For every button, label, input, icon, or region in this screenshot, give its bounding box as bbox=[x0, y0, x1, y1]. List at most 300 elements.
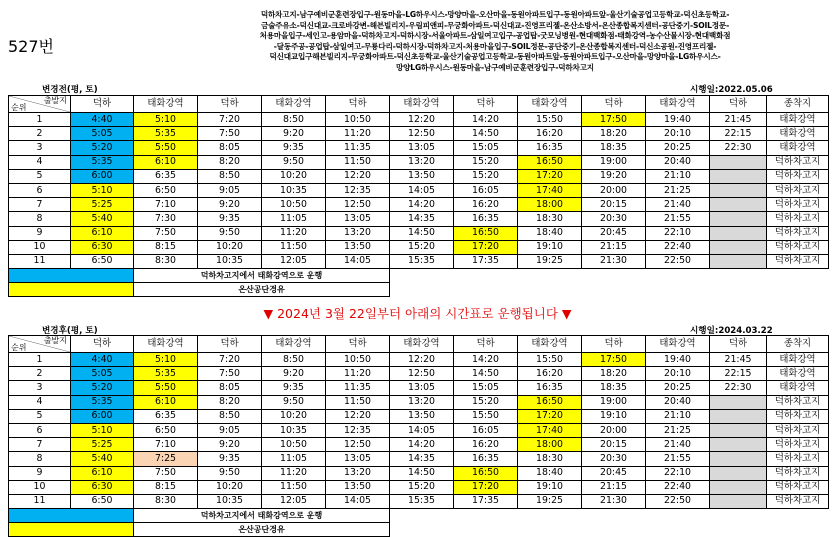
legend-row bbox=[9, 283, 829, 297]
column-header: 태화강역 bbox=[646, 336, 710, 353]
table-row bbox=[9, 395, 829, 409]
route-path-line: 처용마을입구-세인고-용암마을-덕하차고지-덕하시장-서울아파트-삼일여고입구-공업탑-굿모닝병원-현대백화점-태화강역-농수산물시장-현대백화점 bbox=[259, 31, 731, 41]
time-cell: 17:40 bbox=[518, 423, 582, 437]
route-path-line: 덕하차고지-남구예비군훈련장입구-원동마을-LG하우시스-망양마을-오산마을-동원아파트입구-동원아파트앞-울산기술공업고등학교-덕신초등학교- bbox=[260, 10, 730, 19]
legend-depot-to-station: 덕하차고지에서 태화강역으로 운행 bbox=[134, 509, 390, 523]
destination-cell: 덕하차고지 bbox=[767, 226, 829, 240]
row-number: 9 bbox=[9, 466, 71, 480]
table-row bbox=[9, 409, 829, 423]
time-cell: 14:35 bbox=[390, 212, 454, 226]
destination-cell: 덕하차고지 bbox=[767, 395, 829, 409]
column-header: 태화강역 bbox=[390, 336, 454, 353]
destination-cell: 덕하차고지 bbox=[767, 438, 829, 452]
table-row bbox=[9, 494, 829, 508]
time-cell: 20:10 bbox=[646, 367, 710, 381]
table-row bbox=[9, 438, 829, 452]
destination-cell: 태화강역 bbox=[767, 381, 829, 395]
time-cell: 17:20 bbox=[518, 409, 582, 423]
time-cell: 8:15 bbox=[134, 240, 198, 254]
time-cell: 8:20 bbox=[198, 395, 262, 409]
time-cell: 20:40 bbox=[646, 155, 710, 169]
time-cell: 18:30 bbox=[518, 212, 582, 226]
time-cell: 6:10 bbox=[134, 155, 198, 169]
header-corner bbox=[9, 96, 71, 113]
time-cell: 22:30 bbox=[710, 141, 767, 155]
time-cell: 6:00 bbox=[71, 409, 134, 423]
table-row bbox=[9, 480, 829, 494]
column-header: 덕하 bbox=[326, 96, 390, 113]
time-cell: 22:40 bbox=[646, 240, 710, 254]
column-header: 덕하 bbox=[198, 96, 262, 113]
destination-cell: 태화강역 bbox=[767, 141, 829, 155]
time-cell: 13:50 bbox=[390, 409, 454, 423]
time-cell: 13:05 bbox=[326, 452, 390, 466]
time-cell: 14:35 bbox=[390, 452, 454, 466]
column-header: 덕하 bbox=[326, 336, 390, 353]
time-cell: 15:35 bbox=[390, 494, 454, 508]
time-cell bbox=[710, 212, 767, 226]
time-cell: 17:20 bbox=[454, 480, 518, 494]
time-cell: 8:15 bbox=[134, 480, 198, 494]
legend-row bbox=[9, 269, 829, 283]
time-cell: 21:15 bbox=[582, 480, 646, 494]
time-cell: 8:50 bbox=[262, 113, 326, 127]
time-cell: 12:35 bbox=[326, 423, 390, 437]
time-cell: 16:20 bbox=[518, 127, 582, 141]
time-cell: 14:20 bbox=[454, 113, 518, 127]
table-row bbox=[9, 141, 829, 155]
destination-cell: 덕하차고지 bbox=[767, 183, 829, 197]
time-cell: 22:50 bbox=[646, 254, 710, 268]
table-row bbox=[9, 198, 829, 212]
time-cell: 15:50 bbox=[518, 353, 582, 367]
time-cell: 17:35 bbox=[454, 494, 518, 508]
time-cell bbox=[710, 452, 767, 466]
destination-cell: 태화강역 bbox=[767, 127, 829, 141]
time-cell: 12:50 bbox=[390, 367, 454, 381]
time-cell: 17:20 bbox=[518, 169, 582, 183]
time-cell: 22:30 bbox=[710, 381, 767, 395]
legend-blank bbox=[390, 269, 829, 283]
time-cell bbox=[710, 423, 767, 437]
time-cell: 9:50 bbox=[198, 466, 262, 480]
header-row bbox=[9, 96, 829, 113]
time-cell: 18:35 bbox=[582, 141, 646, 155]
time-cell: 5:40 bbox=[71, 212, 134, 226]
column-header: 덕하 bbox=[454, 96, 518, 113]
time-cell: 15:20 bbox=[390, 240, 454, 254]
row-number: 7 bbox=[9, 438, 71, 452]
time-cell: 6:10 bbox=[134, 395, 198, 409]
row-number: 6 bbox=[9, 183, 71, 197]
time-cell: 5:35 bbox=[71, 155, 134, 169]
time-cell: 21:55 bbox=[646, 212, 710, 226]
row-number: 8 bbox=[9, 212, 71, 226]
time-cell: 15:20 bbox=[454, 169, 518, 183]
time-cell: 16:35 bbox=[518, 141, 582, 155]
time-cell: 7:30 bbox=[134, 212, 198, 226]
destination-cell: 덕하차고지 bbox=[767, 480, 829, 494]
table-row bbox=[9, 155, 829, 169]
destination-cell: 태화강역 bbox=[767, 367, 829, 381]
time-cell: 5:10 bbox=[71, 423, 134, 437]
row-number: 11 bbox=[9, 494, 71, 508]
table-row bbox=[9, 127, 829, 141]
time-cell: 5:50 bbox=[134, 141, 198, 155]
time-cell: 21:10 bbox=[646, 169, 710, 183]
time-cell: 16:20 bbox=[454, 438, 518, 452]
time-cell: 11:50 bbox=[326, 155, 390, 169]
time-cell: 5:20 bbox=[71, 141, 134, 155]
time-cell: 14:05 bbox=[390, 423, 454, 437]
time-cell: 12:20 bbox=[326, 169, 390, 183]
time-cell: 20:30 bbox=[582, 212, 646, 226]
column-header: 태화강역 bbox=[262, 96, 326, 113]
time-cell: 22:10 bbox=[646, 226, 710, 240]
time-cell: 16:50 bbox=[518, 395, 582, 409]
time-cell: 4:40 bbox=[71, 353, 134, 367]
time-cell: 6:10 bbox=[71, 226, 134, 240]
time-cell: 12:05 bbox=[262, 494, 326, 508]
time-cell bbox=[710, 409, 767, 423]
table-row bbox=[9, 169, 829, 183]
table-row bbox=[9, 353, 829, 367]
time-cell bbox=[710, 198, 767, 212]
time-cell: 7:20 bbox=[198, 113, 262, 127]
time-cell: 5:35 bbox=[134, 367, 198, 381]
time-cell: 17:50 bbox=[582, 353, 646, 367]
time-cell bbox=[710, 226, 767, 240]
legend-row bbox=[9, 509, 829, 523]
destination-cell: 덕하차고지 bbox=[767, 452, 829, 466]
time-cell: 9:50 bbox=[262, 155, 326, 169]
route-path bbox=[200, 10, 790, 74]
time-cell: 10:35 bbox=[198, 494, 262, 508]
time-cell: 11:35 bbox=[326, 141, 390, 155]
table-row bbox=[9, 226, 829, 240]
row-number: 2 bbox=[9, 127, 71, 141]
destination-cell: 덕하차고지 bbox=[767, 254, 829, 268]
row-number: 11 bbox=[9, 254, 71, 268]
time-cell: 10:50 bbox=[262, 438, 326, 452]
time-cell: 11:20 bbox=[262, 226, 326, 240]
before-effective-date: 시행일:2022.05.06 bbox=[690, 85, 773, 95]
time-cell: 18:40 bbox=[518, 466, 582, 480]
table-row bbox=[9, 423, 829, 437]
time-cell: 11:50 bbox=[326, 395, 390, 409]
time-cell: 8:50 bbox=[198, 169, 262, 183]
column-header: 덕하 bbox=[710, 336, 767, 353]
timetable-after bbox=[8, 335, 829, 537]
time-cell: 21:25 bbox=[646, 423, 710, 437]
time-cell: 11:50 bbox=[262, 240, 326, 254]
time-cell bbox=[710, 254, 767, 268]
time-cell: 16:20 bbox=[518, 367, 582, 381]
row-number: 3 bbox=[9, 141, 71, 155]
time-cell: 14:20 bbox=[454, 353, 518, 367]
table-row bbox=[9, 254, 829, 268]
time-cell: 6:10 bbox=[71, 466, 134, 480]
time-cell: 13:05 bbox=[390, 381, 454, 395]
time-cell: 9:05 bbox=[198, 423, 262, 437]
time-cell: 15:05 bbox=[454, 141, 518, 155]
time-cell: 10:35 bbox=[262, 423, 326, 437]
time-cell: 10:20 bbox=[198, 480, 262, 494]
time-cell: 5:20 bbox=[71, 381, 134, 395]
schedule-change-notice: ▼ 2024년 3월 22일부터 아래의 시간표로 운행됩니다 ▼ bbox=[263, 306, 572, 321]
table-row bbox=[9, 381, 829, 395]
time-cell: 20:10 bbox=[646, 127, 710, 141]
row-number: 9 bbox=[9, 226, 71, 240]
time-cell: 16:50 bbox=[518, 155, 582, 169]
time-cell: 9:35 bbox=[198, 452, 262, 466]
time-cell: 20:15 bbox=[582, 198, 646, 212]
time-cell: 19:20 bbox=[582, 169, 646, 183]
time-cell: 16:50 bbox=[454, 226, 518, 240]
time-cell: 13:05 bbox=[390, 141, 454, 155]
time-cell: 7:10 bbox=[134, 198, 198, 212]
time-cell: 5:35 bbox=[134, 127, 198, 141]
time-cell: 14:50 bbox=[454, 367, 518, 381]
row-number: 1 bbox=[9, 113, 71, 127]
legend-blank bbox=[390, 509, 829, 523]
legend-via-onsan: 온산공단경유 bbox=[134, 283, 390, 297]
time-cell: 14:20 bbox=[390, 198, 454, 212]
time-cell: 20:40 bbox=[646, 395, 710, 409]
time-cell: 5:05 bbox=[71, 127, 134, 141]
time-cell: 17:40 bbox=[518, 183, 582, 197]
time-cell: 13:50 bbox=[390, 169, 454, 183]
time-cell: 11:50 bbox=[262, 480, 326, 494]
time-cell: 20:15 bbox=[582, 438, 646, 452]
destination-cell: 덕하차고지 bbox=[767, 494, 829, 508]
column-header: 덕하 bbox=[71, 96, 134, 113]
row-number: 4 bbox=[9, 395, 71, 409]
row-number: 4 bbox=[9, 155, 71, 169]
column-header: 덕하 bbox=[198, 336, 262, 353]
time-cell: 9:05 bbox=[198, 183, 262, 197]
time-cell: 13:20 bbox=[390, 395, 454, 409]
time-cell: 14:05 bbox=[326, 494, 390, 508]
time-cell bbox=[710, 240, 767, 254]
time-cell: 16:35 bbox=[518, 381, 582, 395]
time-cell: 22:10 bbox=[646, 466, 710, 480]
column-header: 태화강역 bbox=[134, 96, 198, 113]
column-header: 태화강역 bbox=[134, 336, 198, 353]
table-row bbox=[9, 113, 829, 127]
time-cell: 22:40 bbox=[646, 480, 710, 494]
time-cell: 7:50 bbox=[134, 466, 198, 480]
time-cell: 20:25 bbox=[646, 141, 710, 155]
time-cell: 13:50 bbox=[326, 480, 390, 494]
row-number: 5 bbox=[9, 409, 71, 423]
time-cell: 11:05 bbox=[262, 212, 326, 226]
column-header: 태화강역 bbox=[390, 96, 454, 113]
time-cell: 12:20 bbox=[390, 353, 454, 367]
time-cell: 7:25 bbox=[134, 452, 198, 466]
time-cell: 19:40 bbox=[646, 353, 710, 367]
time-cell: 7:50 bbox=[198, 367, 262, 381]
time-cell: 11:20 bbox=[326, 127, 390, 141]
time-cell: 9:35 bbox=[198, 212, 262, 226]
row-number: 8 bbox=[9, 452, 71, 466]
time-cell: 12:35 bbox=[326, 183, 390, 197]
time-cell: 18:20 bbox=[582, 367, 646, 381]
after-label: 변경후(평, 토) bbox=[42, 326, 98, 336]
time-cell: 5:25 bbox=[71, 198, 134, 212]
time-cell: 16:20 bbox=[454, 198, 518, 212]
time-cell: 14:50 bbox=[390, 226, 454, 240]
time-cell: 9:20 bbox=[198, 438, 262, 452]
time-cell: 15:05 bbox=[454, 381, 518, 395]
route-path-line: -달동주공-공업탑-삼일여고-무룡다리-덕하시장-덕하차고지-처용마을입구-SOIL정문-공단중기-온산종합복지센터-덕신소공원-진영프리젤- bbox=[273, 41, 717, 51]
row-number: 2 bbox=[9, 367, 71, 381]
time-cell: 7:50 bbox=[198, 127, 262, 141]
time-cell: 6:35 bbox=[134, 169, 198, 183]
time-cell: 10:50 bbox=[262, 198, 326, 212]
time-cell: 19:00 bbox=[582, 395, 646, 409]
time-cell: 21:55 bbox=[646, 452, 710, 466]
time-cell: 21:15 bbox=[582, 240, 646, 254]
time-cell: 13:20 bbox=[390, 155, 454, 169]
time-cell: 12:05 bbox=[262, 254, 326, 268]
destination-cell: 덕하차고지 bbox=[767, 466, 829, 480]
header-corner-bottom: 순위 bbox=[11, 343, 27, 352]
time-cell: 8:05 bbox=[198, 381, 262, 395]
time-cell: 22:15 bbox=[710, 367, 767, 381]
timetable-before bbox=[8, 95, 829, 297]
time-cell: 10:20 bbox=[198, 240, 262, 254]
time-cell: 16:05 bbox=[454, 423, 518, 437]
time-cell: 10:50 bbox=[326, 353, 390, 367]
time-cell: 19:40 bbox=[646, 113, 710, 127]
time-cell: 9:35 bbox=[262, 381, 326, 395]
time-cell: 18:40 bbox=[518, 226, 582, 240]
time-cell: 8:30 bbox=[134, 494, 198, 508]
time-cell: 9:35 bbox=[262, 141, 326, 155]
time-cell: 15:20 bbox=[390, 480, 454, 494]
time-cell bbox=[710, 183, 767, 197]
table-row bbox=[9, 367, 829, 381]
time-cell: 5:40 bbox=[71, 452, 134, 466]
time-cell: 6:50 bbox=[134, 423, 198, 437]
time-cell: 9:20 bbox=[198, 198, 262, 212]
column-header: 태화강역 bbox=[518, 336, 582, 353]
time-cell: 13:05 bbox=[326, 212, 390, 226]
destination-cell: 덕하차고지 bbox=[767, 212, 829, 226]
time-cell: 17:35 bbox=[454, 254, 518, 268]
column-header: 덕하 bbox=[71, 336, 134, 353]
time-cell: 13:20 bbox=[326, 226, 390, 240]
time-cell: 5:10 bbox=[134, 113, 198, 127]
time-cell: 11:20 bbox=[326, 367, 390, 381]
legend-swatch bbox=[9, 509, 134, 523]
destination-cell: 덕하차고지 bbox=[767, 198, 829, 212]
time-cell: 21:10 bbox=[646, 409, 710, 423]
table-row bbox=[9, 240, 829, 254]
column-header: 종착지 bbox=[767, 336, 829, 353]
time-cell bbox=[710, 169, 767, 183]
time-cell: 7:50 bbox=[134, 226, 198, 240]
time-cell: 14:50 bbox=[390, 466, 454, 480]
time-cell: 9:50 bbox=[198, 226, 262, 240]
time-cell: 18:00 bbox=[518, 198, 582, 212]
time-cell: 16:35 bbox=[454, 212, 518, 226]
time-cell: 20:30 bbox=[582, 452, 646, 466]
header-corner-bottom: 순위 bbox=[11, 103, 27, 112]
time-cell: 4:40 bbox=[71, 113, 134, 127]
route-path-line: 금술주유소-덕신대교-크로바강변-해븐빌리지-우림피앤피-무궁화아파트-덕신대교-진영프리젤-온산소방서-온산종합복지센터-공단중기-SOIL정문- bbox=[260, 20, 730, 30]
legend-swatch bbox=[9, 283, 134, 297]
column-header: 태화강역 bbox=[646, 96, 710, 113]
time-cell bbox=[710, 494, 767, 508]
time-cell: 10:35 bbox=[262, 183, 326, 197]
destination-cell: 덕하차고지 bbox=[767, 423, 829, 437]
time-cell: 11:05 bbox=[262, 452, 326, 466]
time-cell: 15:50 bbox=[518, 113, 582, 127]
header-row bbox=[9, 336, 829, 353]
table-row bbox=[9, 212, 829, 226]
table-row bbox=[9, 183, 829, 197]
row-number: 1 bbox=[9, 353, 71, 367]
destination-cell: 태화강역 bbox=[767, 353, 829, 367]
time-cell: 20:45 bbox=[582, 466, 646, 480]
time-cell: 8:50 bbox=[262, 353, 326, 367]
time-cell: 12:20 bbox=[326, 409, 390, 423]
time-cell bbox=[710, 438, 767, 452]
before-label: 변경전(평, 토) bbox=[42, 85, 98, 95]
time-cell: 5:50 bbox=[134, 381, 198, 395]
column-header: 태화강역 bbox=[262, 336, 326, 353]
destination-cell: 덕하차고지 bbox=[767, 240, 829, 254]
time-cell: 8:30 bbox=[134, 254, 198, 268]
time-cell: 10:20 bbox=[262, 169, 326, 183]
time-cell: 19:25 bbox=[518, 494, 582, 508]
time-cell: 19:00 bbox=[582, 155, 646, 169]
time-cell: 7:10 bbox=[134, 438, 198, 452]
time-cell: 19:10 bbox=[582, 409, 646, 423]
time-cell: 9:50 bbox=[262, 395, 326, 409]
time-cell: 11:20 bbox=[262, 466, 326, 480]
time-cell: 6:50 bbox=[134, 183, 198, 197]
time-cell bbox=[710, 466, 767, 480]
time-cell bbox=[710, 395, 767, 409]
row-number: 5 bbox=[9, 169, 71, 183]
time-cell: 6:00 bbox=[71, 169, 134, 183]
time-cell bbox=[710, 155, 767, 169]
row-number: 3 bbox=[9, 381, 71, 395]
destination-cell: 덕하차고지 bbox=[767, 409, 829, 423]
time-cell: 6:50 bbox=[71, 494, 134, 508]
time-cell: 21:45 bbox=[710, 113, 767, 127]
column-header: 덕하 bbox=[710, 96, 767, 113]
time-cell: 18:20 bbox=[582, 127, 646, 141]
time-cell: 17:50 bbox=[582, 113, 646, 127]
time-cell: 20:25 bbox=[646, 381, 710, 395]
time-cell: 20:00 bbox=[582, 423, 646, 437]
time-cell: 12:50 bbox=[326, 438, 390, 452]
time-cell: 18:30 bbox=[518, 452, 582, 466]
column-header: 덕하 bbox=[582, 336, 646, 353]
row-number: 6 bbox=[9, 423, 71, 437]
time-cell: 6:30 bbox=[71, 240, 134, 254]
time-cell: 21:40 bbox=[646, 198, 710, 212]
time-cell: 5:35 bbox=[71, 395, 134, 409]
route-path-line: 망양LG하우시스-원동마을-남구예비군훈련장입구-덕하차고지 bbox=[396, 62, 594, 72]
time-cell: 8:20 bbox=[198, 155, 262, 169]
column-header: 덕하 bbox=[454, 336, 518, 353]
time-cell: 7:20 bbox=[198, 353, 262, 367]
